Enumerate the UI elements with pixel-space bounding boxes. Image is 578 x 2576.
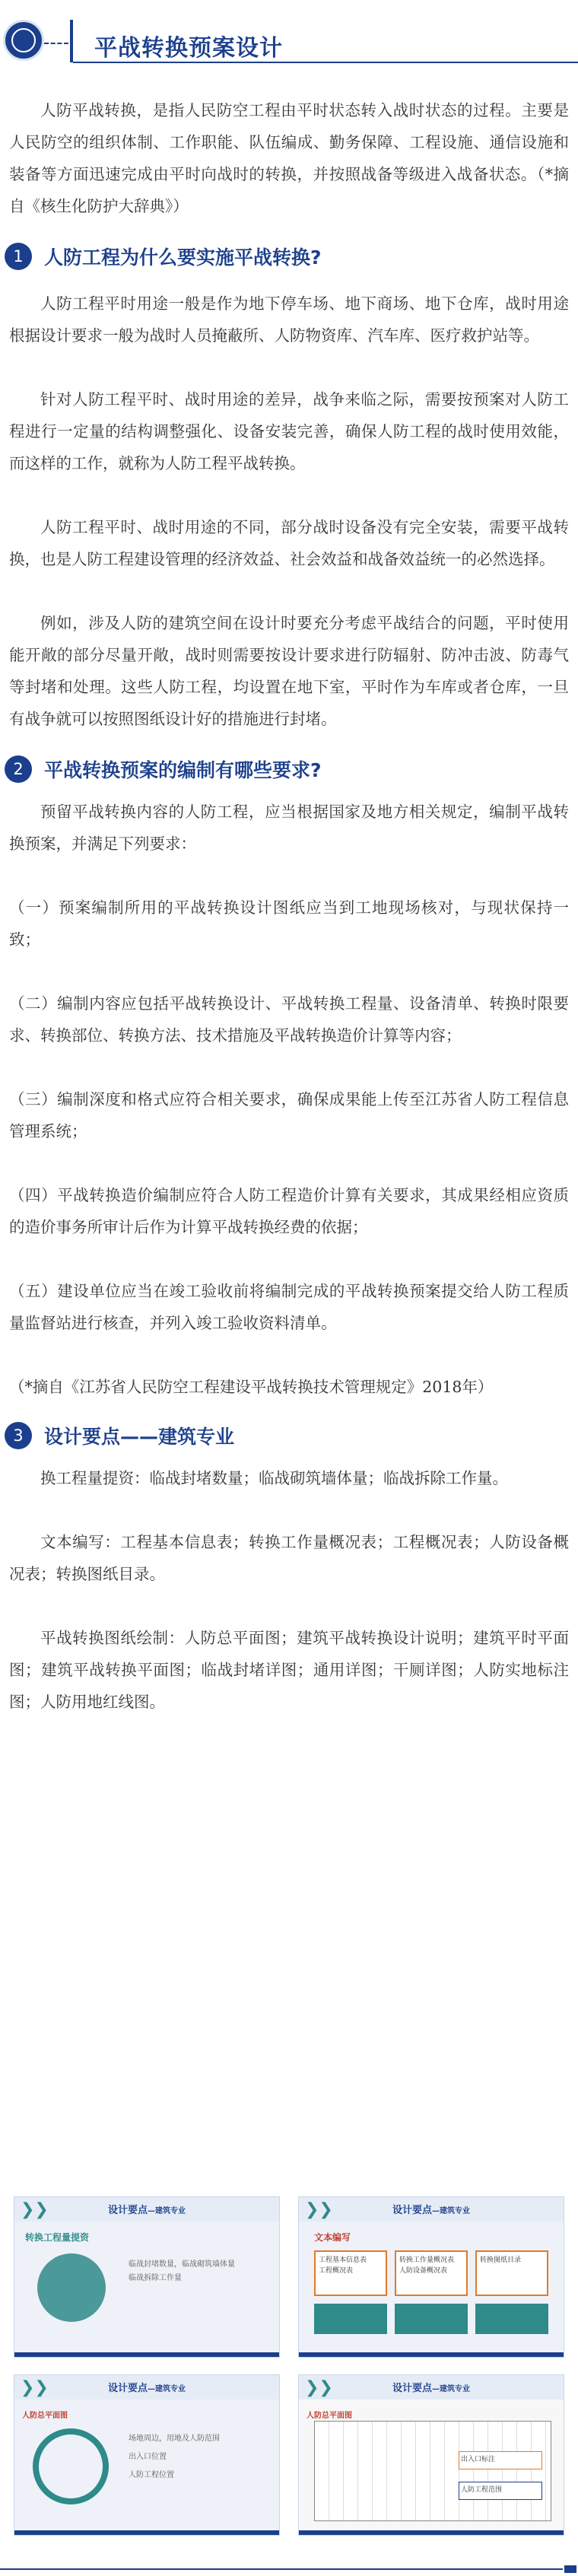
section-title: 设计要点——建筑专业 bbox=[44, 1426, 235, 1448]
slide-title: 设计要点 bbox=[107, 2383, 148, 2394]
page-footer bbox=[0, 2565, 578, 2576]
bulb-icon bbox=[37, 2253, 106, 2322]
section-heading-1 bbox=[0, 239, 578, 274]
paragraph: 例如，涉及人防的建筑空间在设计时要充分考虑平战结合的问题，平时使用能开敞的部分尽量开敞，战时则需要按设计要求进行防辐射、防冲击波、防毒气等封堵和处理。这些人防工程，均设置在地下室，平时作为车库或者仓库，一旦有战争就可以按照图纸设计好的措施进行封堵。 bbox=[9, 614, 569, 728]
footer-line bbox=[0, 2568, 563, 2570]
chevron-icon: ❯❯ bbox=[21, 2378, 49, 2397]
section-heading-3 bbox=[0, 1418, 578, 1453]
citation: （*摘自《江苏省人民防空工程建设平战转换技术管理规定》2018年） bbox=[9, 1378, 494, 1396]
slide-subtitle: —建筑专业 bbox=[148, 2385, 186, 2393]
slide-heading: 人防总平面图 bbox=[22, 2412, 68, 2420]
paragraph: （一）预案编制所用的平战转换设计图纸应当到工地现场核对，与现状保持一致； bbox=[9, 898, 569, 949]
header-underline bbox=[73, 62, 578, 63]
slide-thumbnail[interactable] bbox=[14, 2374, 280, 2536]
logo-icon bbox=[3, 20, 44, 61]
section-number: 2 bbox=[5, 755, 32, 783]
floor-plan-image bbox=[314, 2421, 551, 2521]
chevron-icon: ❯❯ bbox=[21, 2200, 49, 2219]
section-title: 平战转换预案的编制有哪些要求? bbox=[44, 759, 322, 781]
slide-item: 出入口标注 bbox=[459, 2451, 542, 2469]
slide-thumbnail[interactable] bbox=[298, 2196, 564, 2358]
section-heading-2 bbox=[0, 752, 578, 787]
slide-item: 出入口位置 bbox=[129, 2453, 167, 2461]
slide-heading: 人防总平面图 bbox=[306, 2412, 352, 2420]
paragraph: 预留平战转换内容的人防工程，应当根据国家及地方相关规定，编制平战转换预案，并满足下列要求： bbox=[9, 803, 569, 853]
slide-thumbnail[interactable] bbox=[14, 2196, 280, 2358]
paragraph: 平战转换图纸绘制：人防总平面图；建筑平战转换设计说明；建筑平时平面图；建筑平战转换平面图；临战封堵详图；通用详图；干厕详图；人防实地标注图；人防用地红线图。 bbox=[9, 1629, 569, 1711]
circle-diagram-icon bbox=[33, 2428, 109, 2504]
slide-item: 临战拆除工作量 bbox=[129, 2274, 182, 2282]
header-bar bbox=[70, 20, 73, 62]
article-body bbox=[0, 90, 578, 1718]
intro-paragraph: 人防平战转换，是指人民防空工程由平时状态转入战时状态的过程。主要是人民防空的组织体制、工作职能、队伍编成、勤务保障、工程设施、通信设施和装备等方面迅速完成由平时向战时的转换，并按照战备等级进入战备状态。（*摘自《核生化防护大辞典》） bbox=[9, 101, 569, 215]
paragraph: （四）平战转换造价编制应符合人防工程造价计算有关要求，其成果经相应资质的造价事务所审计后作为计算平战转换经费的依据； bbox=[9, 1186, 569, 1236]
slide-item: 工程概况表 bbox=[319, 2267, 354, 2275]
slide-item: 人防工程位置 bbox=[129, 2471, 174, 2479]
footer-square-icon bbox=[564, 2565, 576, 2573]
slide-item: 临战封堵数量，临战砌筑墙体量 bbox=[129, 2260, 235, 2269]
paragraph: 针对人防工程平时、战时用途的差异，战争来临之际，需要按预案对人防工程进行一定量的结构调整强化、设备安装完善，确保人防工程的战时使用效能，而这样的工作，就称为人防工程平战转换。 bbox=[9, 390, 569, 472]
paragraph: （五）建设单位应当在竣工验收前将编制完成的平战转换预案提交给人防工程质量监督站进行核查，并列入竣工验收资料清单。 bbox=[9, 1282, 569, 1332]
paragraph: 文本编写：工程基本信息表；转换工作量概况表；工程概况表；人防设备概况表；转换图纸目录。 bbox=[9, 1533, 569, 1583]
slide-item: 人防工程范围 bbox=[459, 2482, 542, 2500]
slide-heading: 转换工程量提资 bbox=[25, 2232, 90, 2243]
slide-subtitle: —建筑专业 bbox=[148, 2207, 186, 2215]
slide-thumbnail[interactable] bbox=[298, 2374, 564, 2536]
section-number: 3 bbox=[5, 1422, 32, 1449]
paragraph: （三）编制深度和格式应符合相关要求，确保成果能上传至江苏省人防工程信息管理系统； bbox=[9, 1090, 569, 1140]
section-number: 1 bbox=[5, 243, 32, 270]
slide-subtitle: —建筑专业 bbox=[432, 2385, 470, 2393]
slide-item: 人防设备概况表 bbox=[399, 2267, 448, 2275]
chevron-icon: ❯❯ bbox=[305, 2200, 333, 2219]
slide-heading: 文本编写 bbox=[314, 2232, 351, 2243]
slide-item: 工程基本信息表 bbox=[319, 2256, 367, 2264]
slide-item: 转换图纸目录 bbox=[480, 2256, 522, 2264]
slide-title: 设计要点 bbox=[107, 2205, 148, 2216]
page-header bbox=[0, 0, 578, 90]
slide-subtitle: —建筑专业 bbox=[432, 2207, 470, 2215]
slide-gallery bbox=[14, 2196, 564, 2539]
slide-item: 场地周边，用地及人防范围 bbox=[129, 2434, 220, 2443]
paragraph: 换工程量提资：临战封堵数量；临战砌筑墙体量；临战拆除工作量。 bbox=[40, 1469, 508, 1487]
slide-item: 转换工作量概况表 bbox=[399, 2256, 455, 2264]
section-title: 人防工程为什么要实施平战转换? bbox=[44, 246, 322, 269]
header-divider bbox=[44, 43, 68, 44]
page-title: 平战转换预案设计 bbox=[94, 35, 283, 62]
paragraph: 人防工程平时、战时用途的不同，部分战时设备没有完全安装，需要平战转换，也是人防工程建设管理的经济效益、社会效益和战备效益统一的必然选择。 bbox=[9, 518, 569, 568]
paragraph: 人防工程平时用途一般是作为地下停车场、地下商场、地下仓库，战时用途根据设计要求一般为战时人员掩蔽所、人防物资库、汽车库、医疗救护站等。 bbox=[9, 294, 569, 345]
slide-title: 设计要点 bbox=[392, 2383, 432, 2394]
paragraph: （二）编制内容应包括平战转换设计、平战转换工程量、设备清单、转换时限要求、转换部位、转换方法、技术措施及平战转换造价计算等内容； bbox=[9, 994, 569, 1045]
chevron-icon: ❯❯ bbox=[305, 2378, 333, 2397]
slide-title: 设计要点 bbox=[392, 2205, 432, 2216]
